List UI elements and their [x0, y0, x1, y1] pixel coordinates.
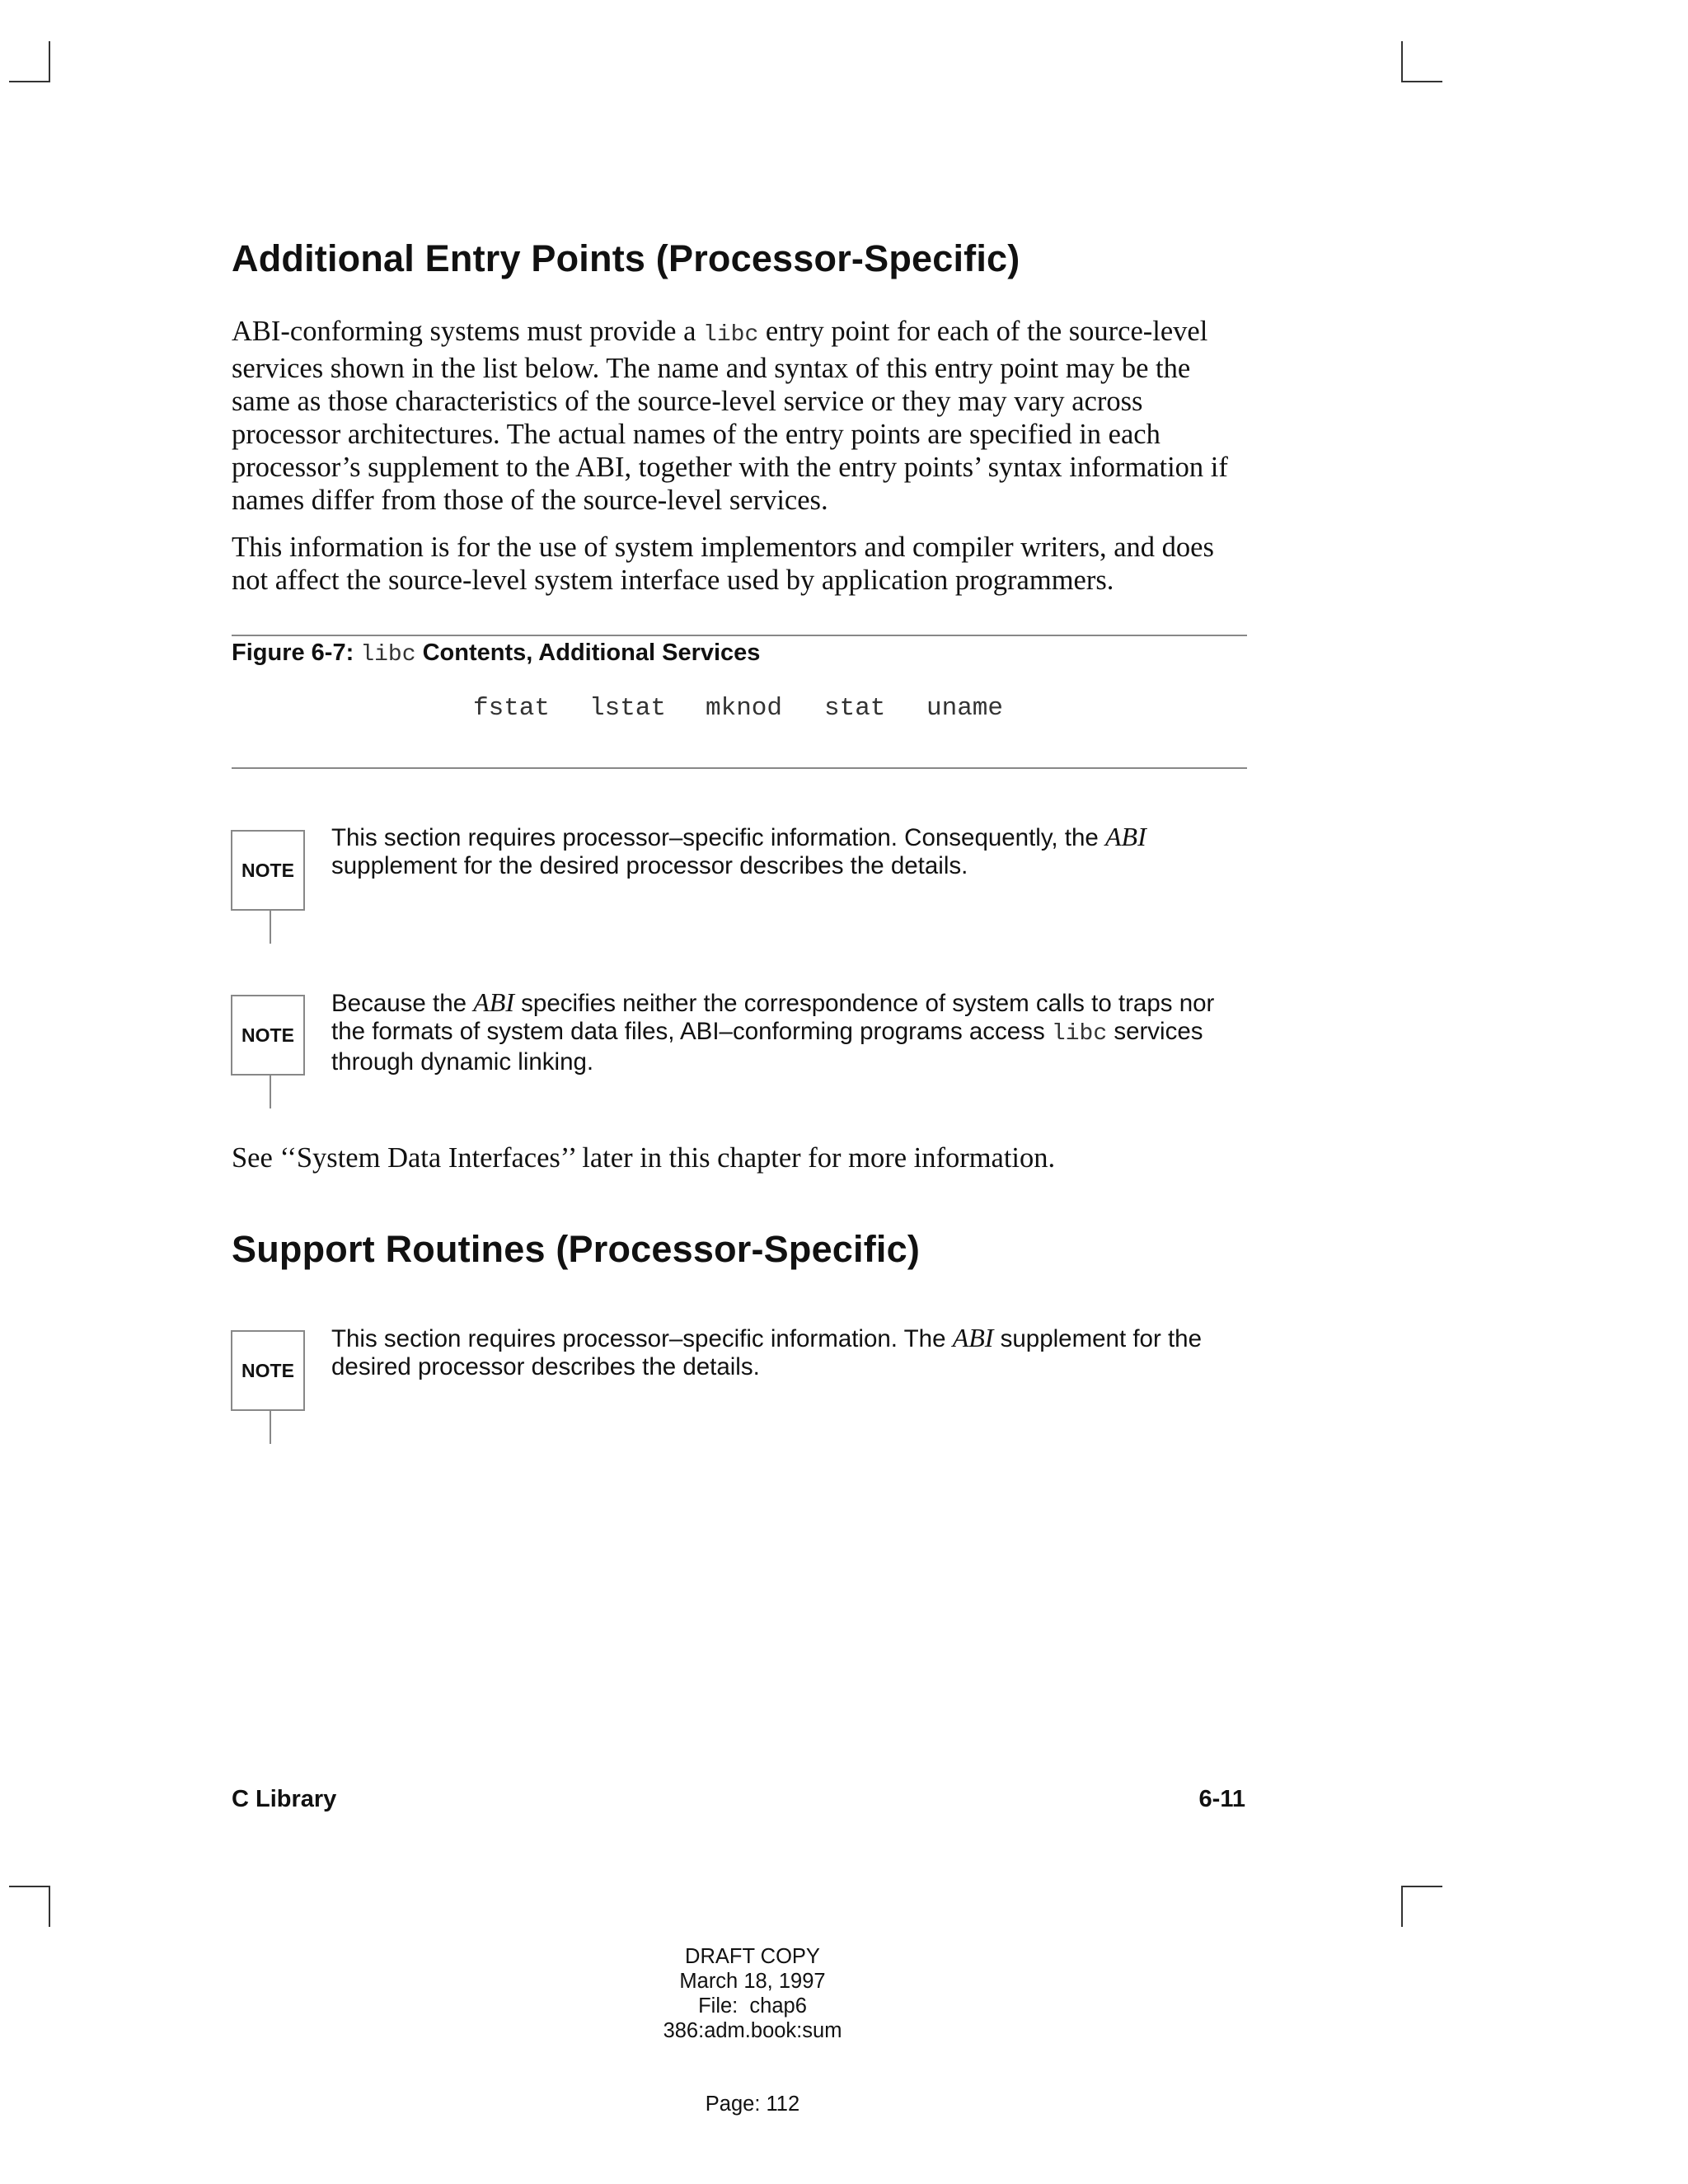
intro-text-b: entry point for each of the source-level services shown in the list below. The name and syntax of this entry point may be the same as those characteristics of the source-level service or they may vary across processor architectures. The actual names of the entry points are specified in each processor’s supplement to the ABI, together with the entry points’ syntax information if names differ from those of the source-level services. [232, 316, 1228, 516]
note-text-2 [331, 988, 1238, 1076]
crop-mark-top-right-h [1401, 81, 1442, 82]
figure-entry: mknod [706, 694, 783, 723]
figure-libc-code: libc [360, 642, 416, 668]
note-stem-1 [270, 911, 271, 944]
libc-code: libc [1051, 1021, 1108, 1047]
note-text-3a: This section requires processor–specific information. The [331, 1325, 953, 1352]
intro-paragraph [232, 315, 1245, 517]
figure-caption [232, 640, 760, 668]
note-text-1a: This section requires processor–specific information. Consequently, the [331, 824, 1105, 851]
draft-line-3: File: chap6 [698, 1994, 807, 2018]
draft-line-4: 386:adm.book:sum [663, 2019, 842, 2042]
crop-mark-bottom-left-v [49, 1886, 50, 1927]
note-text-2a: Because the [331, 990, 474, 1017]
note-box-2: NOTE [231, 995, 305, 1076]
note-text-3b: supplement for the desired processor describes the details. [331, 1325, 1202, 1380]
note-stem-3 [270, 1411, 271, 1444]
libc-code: libc [703, 322, 759, 348]
draft-line-2: March 18, 1997 [679, 1970, 826, 1993]
see-also-paragraph: See ‘‘System Data Interfaces’’ later in this chapter for more information. [232, 1142, 1056, 1174]
intro-text-a: ABI-conforming systems must provide a [232, 316, 704, 347]
note-text-2b: specifies neither the correspondence of system calls to traps nor the formats of system data files, ABI–conforming programs access [331, 990, 1215, 1045]
figure-label: Figure 6-7: [232, 640, 354, 666]
figure-entry: fstat [473, 694, 551, 723]
implementors-paragraph: This information is for the use of system implementors and compiler writers, and does not affect the source-level system interface used by application programmers. [232, 532, 1214, 596]
figure-entry: uname [926, 694, 1004, 723]
note-box-3: NOTE [231, 1330, 305, 1411]
section-heading-additional-entry-points: Additional Entry Points (Processor-Specific) [232, 237, 1020, 279]
draft-info [0, 1944, 1505, 2043]
crop-mark-bottom-right-v [1401, 1886, 1403, 1927]
note-stem-2 [270, 1076, 271, 1108]
note-text-3 [331, 1324, 1238, 1381]
note-box-1: NOTE [231, 830, 305, 911]
note-text-1b: supplement for the desired processor describes the details. [331, 852, 968, 879]
figure-top-rule [232, 635, 1247, 636]
draft-line-1: DRAFT COPY [685, 1945, 820, 1968]
figure-entries [473, 694, 1003, 723]
crop-mark-top-left-v [49, 41, 50, 82]
crop-mark-top-left-h [9, 81, 50, 82]
crop-mark-bottom-right-h [1401, 1886, 1442, 1887]
note-text-2c: services through dynamic linking. [331, 1018, 1203, 1076]
note-text-1 [331, 823, 1238, 880]
footer-chapter-title: C Library [232, 1786, 337, 1812]
abi-italic: ABI [1105, 822, 1146, 851]
abi-italic: ABI [952, 1323, 994, 1352]
figure-entry: stat [824, 694, 886, 723]
crop-mark-top-right-v [1401, 41, 1403, 82]
figure-entry: lstat [589, 694, 667, 723]
footer-page-number: 6-11 [1198, 1786, 1245, 1812]
section-heading-support-routines: Support Routines (Processor-Specific) [232, 1228, 921, 1270]
abi-italic: ABI [473, 987, 514, 1017]
figure-bottom-rule [232, 767, 1247, 769]
crop-mark-bottom-left-h [9, 1886, 50, 1887]
draft-page-number: Page: 112 [705, 2093, 800, 2116]
figure-title: Contents, Additional Services [422, 640, 761, 666]
